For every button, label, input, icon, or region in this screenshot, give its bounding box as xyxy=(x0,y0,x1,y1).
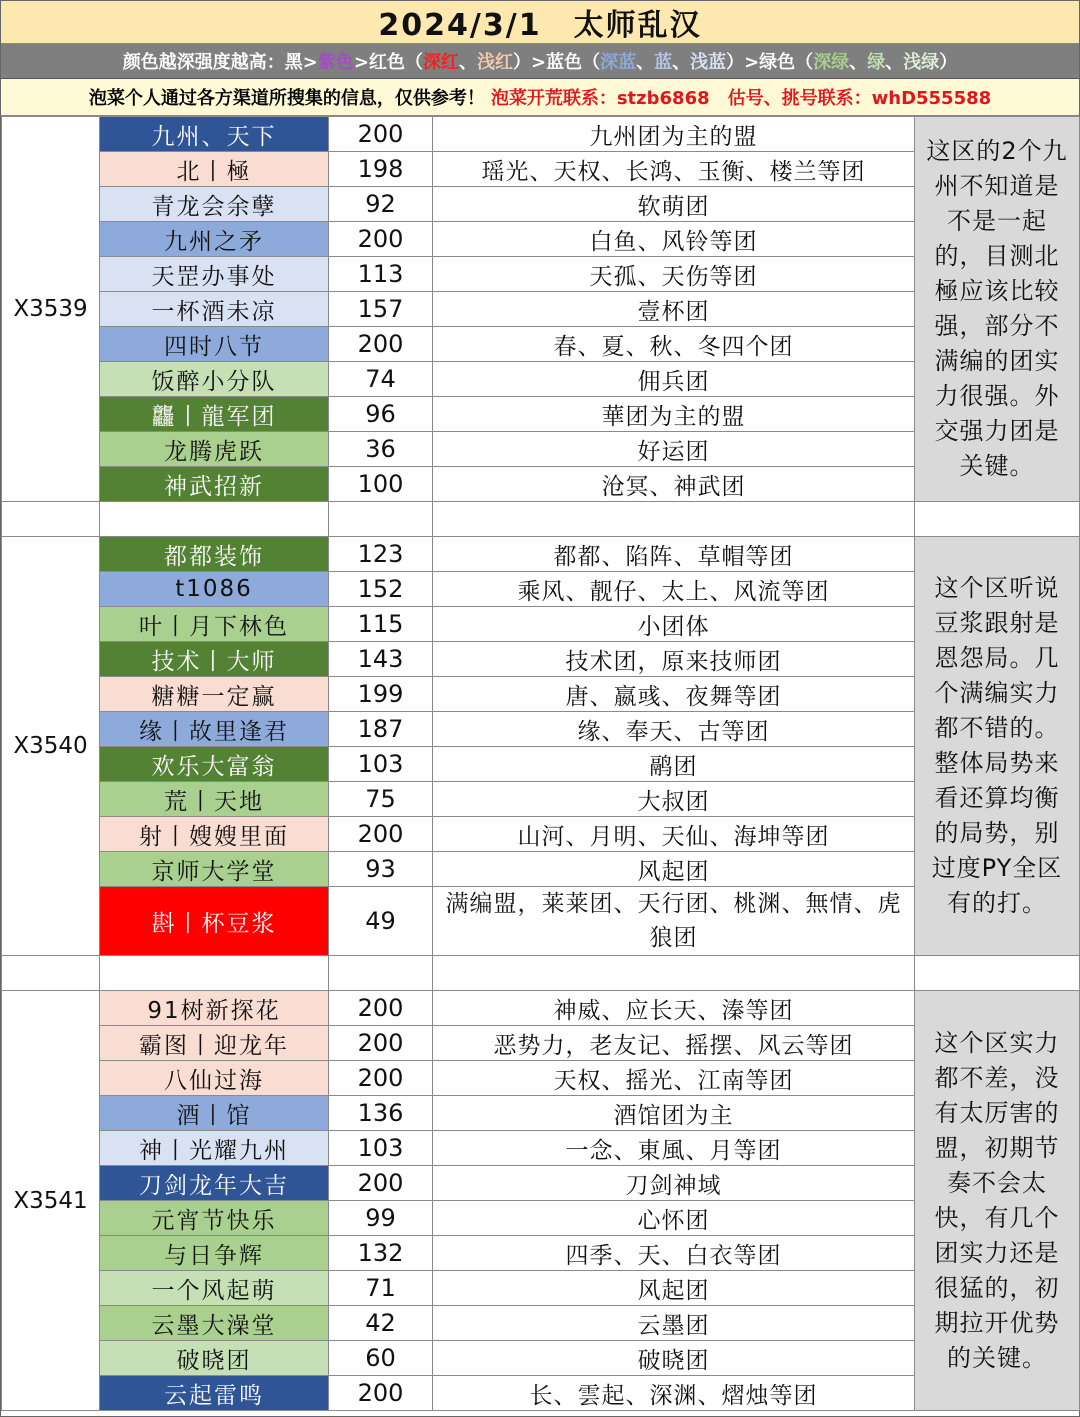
member-count: 93 xyxy=(329,852,433,887)
alliance-teams: 好运团 xyxy=(433,432,915,467)
legend-sep: 、 xyxy=(672,52,691,73)
legend-sep: 、 xyxy=(849,52,868,73)
alliance-name: 刀剑龙年大吉 xyxy=(100,1166,329,1201)
alliance-name: 北丨極 xyxy=(100,152,329,187)
legend-mid2: ）>蓝色（ xyxy=(513,52,601,73)
page-title: 2024/3/1 太师乱汉 xyxy=(1,1,1079,44)
alliance-name: 九州、天下 xyxy=(100,117,329,152)
spacer-row xyxy=(2,956,1080,991)
alliance-name: 饭醉小分队 xyxy=(100,362,329,397)
alliance-teams: 四季、天、白衣等团 xyxy=(433,1236,915,1271)
alliance-name: 神武招新 xyxy=(100,467,329,502)
alliance-teams: 风起团 xyxy=(433,1271,915,1306)
empty-cell xyxy=(433,502,915,537)
legend-light-green: 浅绿 xyxy=(903,52,940,73)
member-count: 99 xyxy=(329,1201,433,1236)
alliance-teams: 山河、月明、天仙、海坤等团 xyxy=(433,817,915,852)
member-count: 71 xyxy=(329,1271,433,1306)
alliance-name: 云起雷鸣 xyxy=(100,1376,329,1411)
member-count: 49 xyxy=(329,887,433,956)
alliance-name: 糖糖一定赢 xyxy=(100,677,329,712)
alliance-name: 与日争辉 xyxy=(100,1236,329,1271)
alliance-teams: 天权、摇光、江南等团 xyxy=(433,1061,915,1096)
member-count: 60 xyxy=(329,1341,433,1376)
alliance-name: 云墨大澡堂 xyxy=(100,1306,329,1341)
alliance-teams: 缘、奉天、古等团 xyxy=(433,712,915,747)
server-comment: 这个区实力都不差，没有太厉害的盟，初期节奏不会太快，有几个团实力还是很猛的，初期拉开优势的关键。 xyxy=(915,991,1080,1411)
alliance-teams: 恶势力，老友记、摇摆、风云等团 xyxy=(433,1026,915,1061)
empty-cell xyxy=(100,956,329,991)
alliance-teams: 软萌团 xyxy=(433,187,915,222)
empty-cell xyxy=(329,956,433,991)
alliance-name: 一个风起萌 xyxy=(100,1271,329,1306)
alliance-teams: 酒馆团为主 xyxy=(433,1096,915,1131)
member-count: 136 xyxy=(329,1096,433,1131)
member-count: 143 xyxy=(329,642,433,677)
server-id: X3540 xyxy=(2,537,100,956)
alliance-name: 京师大学堂 xyxy=(100,852,329,887)
table-row xyxy=(2,117,1080,152)
alliance-teams: 華团为主的盟 xyxy=(433,397,915,432)
empty-cell xyxy=(915,502,1080,537)
alliance-table-body xyxy=(2,117,1080,1411)
member-count: 103 xyxy=(329,747,433,782)
alliance-teams: 满编盟，莱莱团、天行团、桃渊、無情、虎狼团 xyxy=(433,887,915,956)
alliance-teams: 瑶光、天权、长鸿、玉衡、楼兰等团 xyxy=(433,152,915,187)
member-count: 200 xyxy=(329,817,433,852)
legend-prefix: 颜色越深强度越高：黑> xyxy=(122,52,318,73)
member-count: 42 xyxy=(329,1306,433,1341)
member-count: 113 xyxy=(329,257,433,292)
legend-blue: 蓝 xyxy=(654,52,673,73)
server-comment: 这区的2个九州不知道是不是一起的，目测北極应该比较强，部分不满编的团实力很强。外交强力团是关键。 xyxy=(915,117,1080,502)
alliance-name: 91树新探花 xyxy=(100,991,329,1026)
alliance-teams: 佣兵团 xyxy=(433,362,915,397)
alliance-teams: 破晓团 xyxy=(433,1341,915,1376)
alliance-teams: 神威、应长天、溱等团 xyxy=(433,991,915,1026)
alliance-name: 神丨光耀九州 xyxy=(100,1131,329,1166)
contact-text: 泡菜开荒联系：stzb6868 估号、挑号联系：whD555588 xyxy=(490,88,992,109)
member-count: 75 xyxy=(329,782,433,817)
source-note xyxy=(1,79,1079,116)
member-count: 96 xyxy=(329,397,433,432)
alliance-name: 酒丨馆 xyxy=(100,1096,329,1131)
member-count: 200 xyxy=(329,222,433,257)
alliance-name: 八仙过海 xyxy=(100,1061,329,1096)
alliance-teams: 九州团为主的盟 xyxy=(433,117,915,152)
legend-light-red: 浅红 xyxy=(477,52,513,73)
alliance-teams: 云墨团 xyxy=(433,1306,915,1341)
alliance-teams: 鹝团 xyxy=(433,747,915,782)
alliance-name: 技术丨大师 xyxy=(100,642,329,677)
alliance-name: 青龙会余孽 xyxy=(100,187,329,222)
alliance-name: 霸图丨迎龙年 xyxy=(100,1026,329,1061)
member-count: 103 xyxy=(329,1131,433,1166)
legend-mid1: >红色（ xyxy=(353,52,423,73)
alliance-name: 叶丨月下林色 xyxy=(100,607,329,642)
member-count: 100 xyxy=(329,467,433,502)
legend-deep-red: 深红 xyxy=(423,52,459,73)
member-count: 132 xyxy=(329,1236,433,1271)
server-id: X3539 xyxy=(2,117,100,502)
member-count: 157 xyxy=(329,292,433,327)
member-count: 200 xyxy=(329,1061,433,1096)
member-count: 92 xyxy=(329,187,433,222)
server-id: X3541 xyxy=(2,991,100,1411)
empty-cell xyxy=(915,956,1080,991)
member-count: 200 xyxy=(329,1376,433,1411)
alliance-teams: 长、雲起、深渊、熠烛等团 xyxy=(433,1376,915,1411)
alliance-teams: 小团体 xyxy=(433,607,915,642)
alliance-teams: 天孤、天伤等团 xyxy=(433,257,915,292)
member-count: 200 xyxy=(329,327,433,362)
legend-deep-green: 深绿 xyxy=(813,52,850,73)
alliance-name: 元宵节快乐 xyxy=(100,1201,329,1236)
member-count: 115 xyxy=(329,607,433,642)
member-count: 123 xyxy=(329,537,433,572)
legend-suffix: ） xyxy=(939,52,958,73)
alliance-name: 九州之矛 xyxy=(100,222,329,257)
alliance-teams: 刀剑神域 xyxy=(433,1166,915,1201)
legend-deep-blue: 深蓝 xyxy=(600,52,637,73)
color-legend xyxy=(1,44,1079,79)
alliance-teams: 风起团 xyxy=(433,852,915,887)
alliance-name: 都都装饰 xyxy=(100,537,329,572)
alliance-name: t1086 xyxy=(100,572,329,607)
member-count: 199 xyxy=(329,677,433,712)
alliance-teams: 都都、陷阵、草帽等团 xyxy=(433,537,915,572)
legend-sep: 、 xyxy=(885,52,904,73)
member-count: 152 xyxy=(329,572,433,607)
alliance-name: 龘丨龍军团 xyxy=(100,397,329,432)
legend-mid3: ）>绿色（ xyxy=(726,52,814,73)
alliance-teams: 技术团，原来技师团 xyxy=(433,642,915,677)
alliance-teams: 一念、東風、月等团 xyxy=(433,1131,915,1166)
alliance-name: 欢乐大富翁 xyxy=(100,747,329,782)
spacer-row xyxy=(2,502,1080,537)
member-count: 200 xyxy=(329,1166,433,1201)
alliance-name: 破晓团 xyxy=(100,1341,329,1376)
empty-cell xyxy=(2,502,100,537)
alliance-teams: 心怀团 xyxy=(433,1201,915,1236)
alliance-name: 射丨嫂嫂里面 xyxy=(100,817,329,852)
member-count: 200 xyxy=(329,991,433,1026)
empty-cell xyxy=(433,956,915,991)
alliance-teams: 春、夏、秋、冬四个团 xyxy=(433,327,915,362)
alliance-teams: 沧冥、神武团 xyxy=(433,467,915,502)
alliance-name: 四时八节 xyxy=(100,327,329,362)
member-count: 74 xyxy=(329,362,433,397)
table-row xyxy=(2,991,1080,1026)
alliance-name: 斟丨杯豆浆 xyxy=(100,887,329,956)
member-count: 200 xyxy=(329,1026,433,1061)
alliance-teams: 壹杯团 xyxy=(433,292,915,327)
alliance-name: 龙腾虎跃 xyxy=(100,432,329,467)
empty-cell xyxy=(329,502,433,537)
alliance-name: 一杯酒未凉 xyxy=(100,292,329,327)
legend-sep: 、 xyxy=(636,52,655,73)
table-row xyxy=(2,537,1080,572)
empty-cell xyxy=(100,502,329,537)
alliance-name: 天罡办事处 xyxy=(100,257,329,292)
alliance-teams: 唐、嬴彧、夜舞等团 xyxy=(433,677,915,712)
alliance-teams: 乘风、靓仔、太上、风流等团 xyxy=(433,572,915,607)
member-count: 36 xyxy=(329,432,433,467)
source-text: 泡菜个人通过各方渠道所搜集的信息，仅供参考！ xyxy=(88,88,485,109)
member-count: 200 xyxy=(329,117,433,152)
alliance-name: 荒丨天地 xyxy=(100,782,329,817)
empty-cell xyxy=(2,956,100,991)
alliance-table xyxy=(1,116,1080,1411)
member-count: 198 xyxy=(329,152,433,187)
legend-sep: 、 xyxy=(459,52,477,73)
alliance-teams: 白鱼、风铃等团 xyxy=(433,222,915,257)
alliance-name: 缘丨故里逢君 xyxy=(100,712,329,747)
alliance-teams: 大叔团 xyxy=(433,782,915,817)
legend-light-blue: 浅蓝 xyxy=(690,52,727,73)
legend-green: 绿 xyxy=(867,52,886,73)
server-comment: 这个区听说豆浆跟射是恩怨局。几个满编实力都不错的。整体局势来看还算均衡的局势，别过度PY全区有的打。 xyxy=(915,537,1080,956)
member-count: 187 xyxy=(329,712,433,747)
legend-purple: 紫色 xyxy=(317,52,354,73)
